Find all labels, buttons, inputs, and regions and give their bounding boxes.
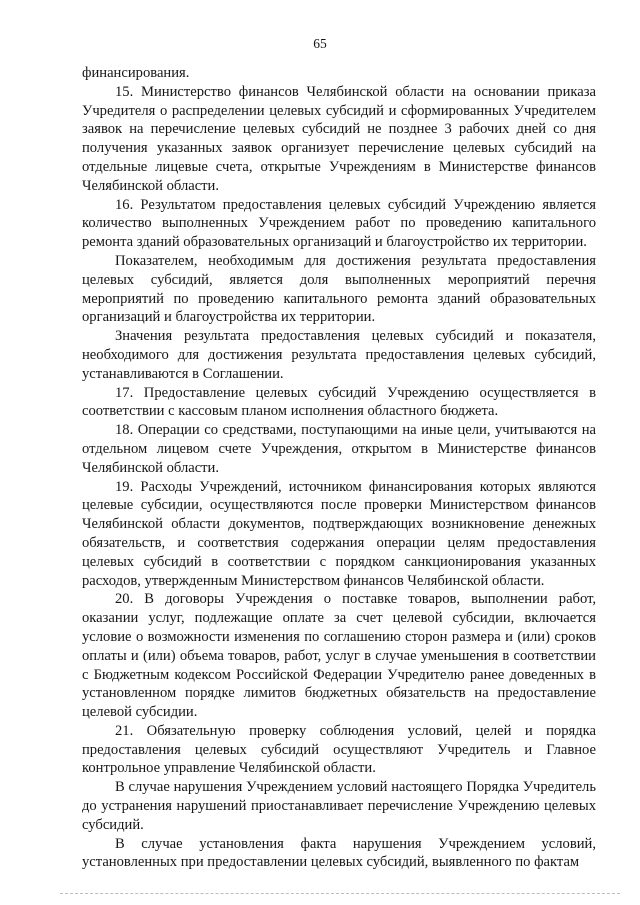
scan-edge-divider <box>60 893 620 894</box>
paragraph-15: 15. Министерство финансов Челябинской области на основании приказа Учредителя о распределении целевых субсидий и сформированных Учредителем заявок на перечисление целевых субсидий не позднее 3 рабочих дней со дня получения указанных заявок организует перечисление целевых субсидий на отдельные лицевые счета, открытые Учреждениям в Министерстве финансов Челябинской области. <box>82 83 596 194</box>
paragraph-21: 21. Обязательную проверку соблюдения условий, целей и порядка предоставления целевых субсидий осуществляют Учредитель и Главное контрольное управление Челябинской области. <box>82 722 596 777</box>
paragraph-16-indicator: Показателем, необходимым для достижения результата предоставления целевых субсидий, является доля выполненных мероприятий перечня мероприятий по проведению капитального ремонта зданий образовательных организаций и благоустройства их территории. <box>82 252 596 326</box>
paragraph-continuation: финансирования. <box>82 65 190 81</box>
paragraph-19: 19. Расходы Учреждений, источником финансирования которых являются целевые субсидии, осуществляются после проверки Министерством финансов Челябинской области документов, подтверждающих возникновение денежных обязательств, и соответствия содержания операции целям предоставления целевых субсидий в соответствии с порядком санкционирования указанных расходов, утвержденным Министерством финансов Челябинской области. <box>82 478 596 589</box>
body-text <box>82 64 596 872</box>
paragraph-20: 20. В договоры Учреждения о поставке товаров, выполнении работ, оказании услуг, подлежащие оплате за счет целевой субсидии, включается условие о возможности изменения по соглашению сторон размера и (или) сроков оплаты и (или) объема товаров, работ, услуг в случае уменьшения в соответствии с Бюджетным кодексом Российской Федерации Учредителю ранее доведенных в установленном порядке лимитов бюджетных обязательств на предоставление целевой субсидии. <box>82 591 596 721</box>
paragraph-18: 18. Операции со средствами, поступающими на иные цели, учитываются на отдельном лицевом счете Учреждения, открытом в Министерстве финансов Челябинской области. <box>82 422 596 476</box>
paragraph-17: 17. Предоставление целевых субсидий Учреждению осуществляется в соответствии с кассовым планом исполнения областного бюджета. <box>82 384 596 420</box>
paragraph-21-violation: В случае нарушения Учреждением условий настоящего Порядка Учредитель до устранения нарушений приостанавливает перечисление Учреждению целевых субсидий. <box>82 779 596 833</box>
page-number: 65 <box>313 36 327 51</box>
paragraph-16: 16. Результатом предоставления целевых субсидий Учреждению является количество выполненных Учреждением работ по проведению капитального ремонта зданий образовательных организаций и благоустройство их территории. <box>82 196 596 251</box>
paragraph-21-fact: В случае установления факта нарушения Учреждением условий, установленных при предоставлении целевых субсидий, выявленного по фактам <box>82 835 596 871</box>
paragraph-16-values: Значения результата предоставления целевых субсидий и показателя, необходимого для достижения результата предоставления целевых субсидий, устанавливаются в Соглашении. <box>82 328 596 382</box>
